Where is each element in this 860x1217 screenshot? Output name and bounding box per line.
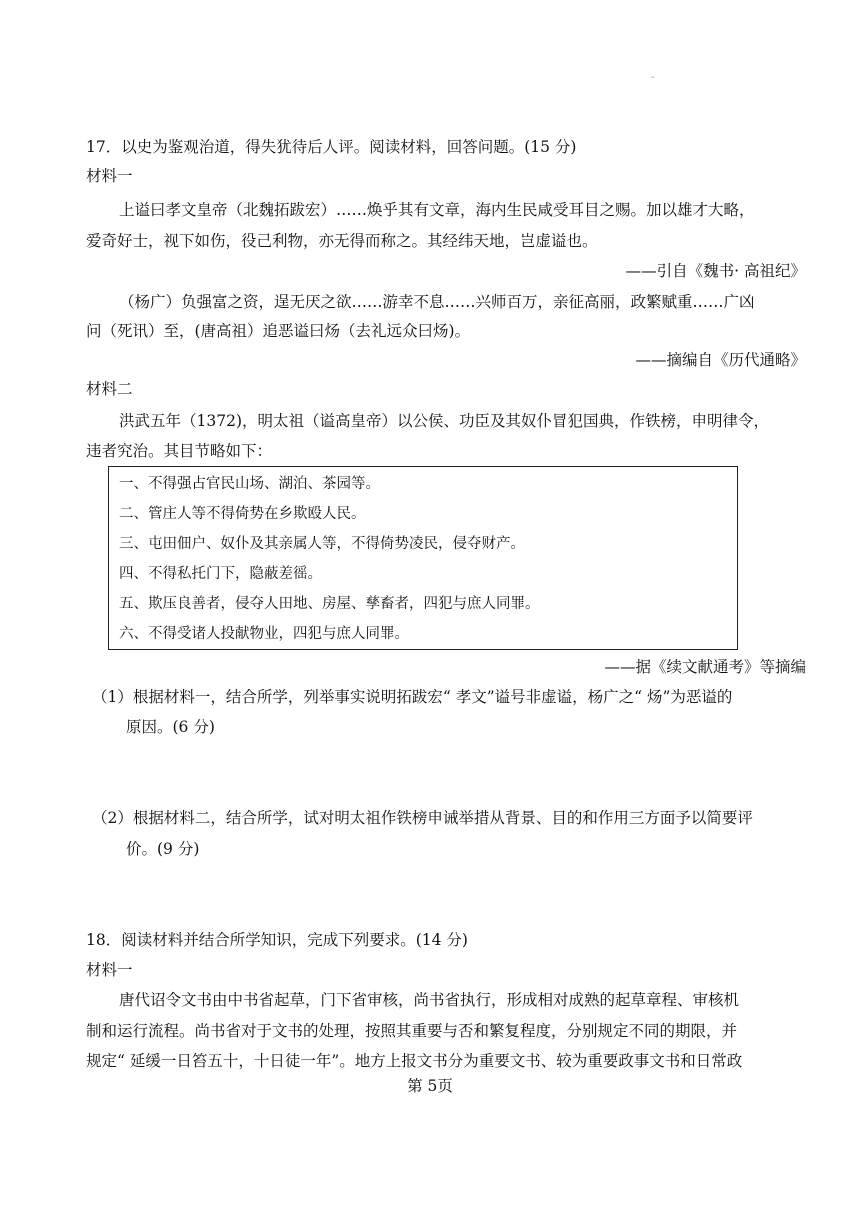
page-number: 第 5页 — [407, 1077, 453, 1095]
q18-m1-line2: 制和运行流程。尚书省对于文书的处理，按照其重要与否和繁复程度，分别规定不同的期限，并 — [86, 1022, 738, 1040]
iron-tablet-rules-box — [108, 466, 738, 650]
q17-m1-p1-line2: 爱奇好士，视下如伤，役己利物，亦无得而称之。其经纬天地，岂虚谥也。 — [86, 232, 598, 250]
rule-item-4: 四、不得私托门下，隐蔽差徭。 — [119, 566, 322, 582]
q17-sub1-line1: （1）根据材料一，结合所学，列举事实说明拓跋宏“ 孝文”谥号非虚谥，杨广之“ 炀”为恶谥的 — [92, 688, 733, 706]
q17-m2-line2: 违者究治。其目节略如下： — [86, 442, 273, 460]
q17-sub2-line1: （2）根据材料二，结合所学，试对明太祖作铁榜申诫举措从背景、目的和作用三方面予以简要评 — [92, 809, 753, 827]
rule-item-1: 一、不得强占官民山场、湖泊、茶园等。 — [119, 476, 380, 492]
q17-material2-label: 材料二 — [86, 380, 133, 398]
rule-item-6: 六、不得受诸人投献物业，四犯与庶人同罪。 — [119, 626, 409, 642]
q17-sub1-line2: 原因。(6 分) — [126, 718, 215, 736]
q18-m1-line3: 规定“ 延缓一日笞五十，十日徒一年”。地方上报文书分为重要文书、较为重要政事文书和日常政 — [86, 1052, 743, 1070]
q17-m1-p1-source: ——引自《魏书· 高祖纪》 — [625, 262, 806, 280]
q17-m1-p1-line1: 上谥曰孝文皇帝（北魏拓跋宏）……焕乎其有文章，海内生民咸受耳目之赐。加以雄才大略， — [119, 201, 755, 219]
q17-m2-source: ——据《续文献通考》等摘编 — [604, 658, 806, 676]
q17-sub2-line2: 价。(9 分) — [126, 840, 200, 858]
q17-stem: 17．以史为鉴观治道，得失犹待后人评。阅读材料，回答问题。(15 分) — [86, 138, 577, 156]
q17-m1-p2-line2: 问（死讯）至，(唐高祖）追恶谥曰炀（去礼远众曰炀)。 — [86, 322, 471, 340]
q18-material1-label: 材料一 — [86, 961, 133, 979]
q17-m1-p2-source: ——摘编自《历代通略》 — [635, 351, 806, 369]
q18-m1-line1: 唐代诏令文书由中书省起草，门下省审核，尚书省执行，形成相对成熟的起草章程、审核机 — [119, 991, 740, 1009]
q17-material1-label: 材料一 — [86, 167, 133, 185]
rule-item-2: 二、管庄人等不得倚势在乡欺殴人民。 — [119, 506, 366, 522]
q18-stem: 18．阅读材料并结合所学知识，完成下列要求。(14 分) — [86, 931, 468, 949]
corner-mark: - — [651, 72, 655, 83]
rule-item-3: 三、屯田佃户、奴仆及其亲属人等，不得倚势凌民，侵夺财产。 — [119, 536, 525, 552]
q17-m2-line1: 洪武五年（1372)，明太祖（谥高皇帝）以公侯、功臣及其奴仆冒犯国典，作铁榜，申明律令， — [119, 412, 769, 430]
rule-item-5: 五、欺压良善者，侵夺人田地、房屋、孳畜者，四犯与庶人同罪。 — [119, 596, 540, 612]
q17-m1-p2-line1: （杨广）负强富之资，逞无厌之欲……游幸不息……兴师百万，亲征高丽，政繁赋重……广凶 — [119, 293, 755, 311]
